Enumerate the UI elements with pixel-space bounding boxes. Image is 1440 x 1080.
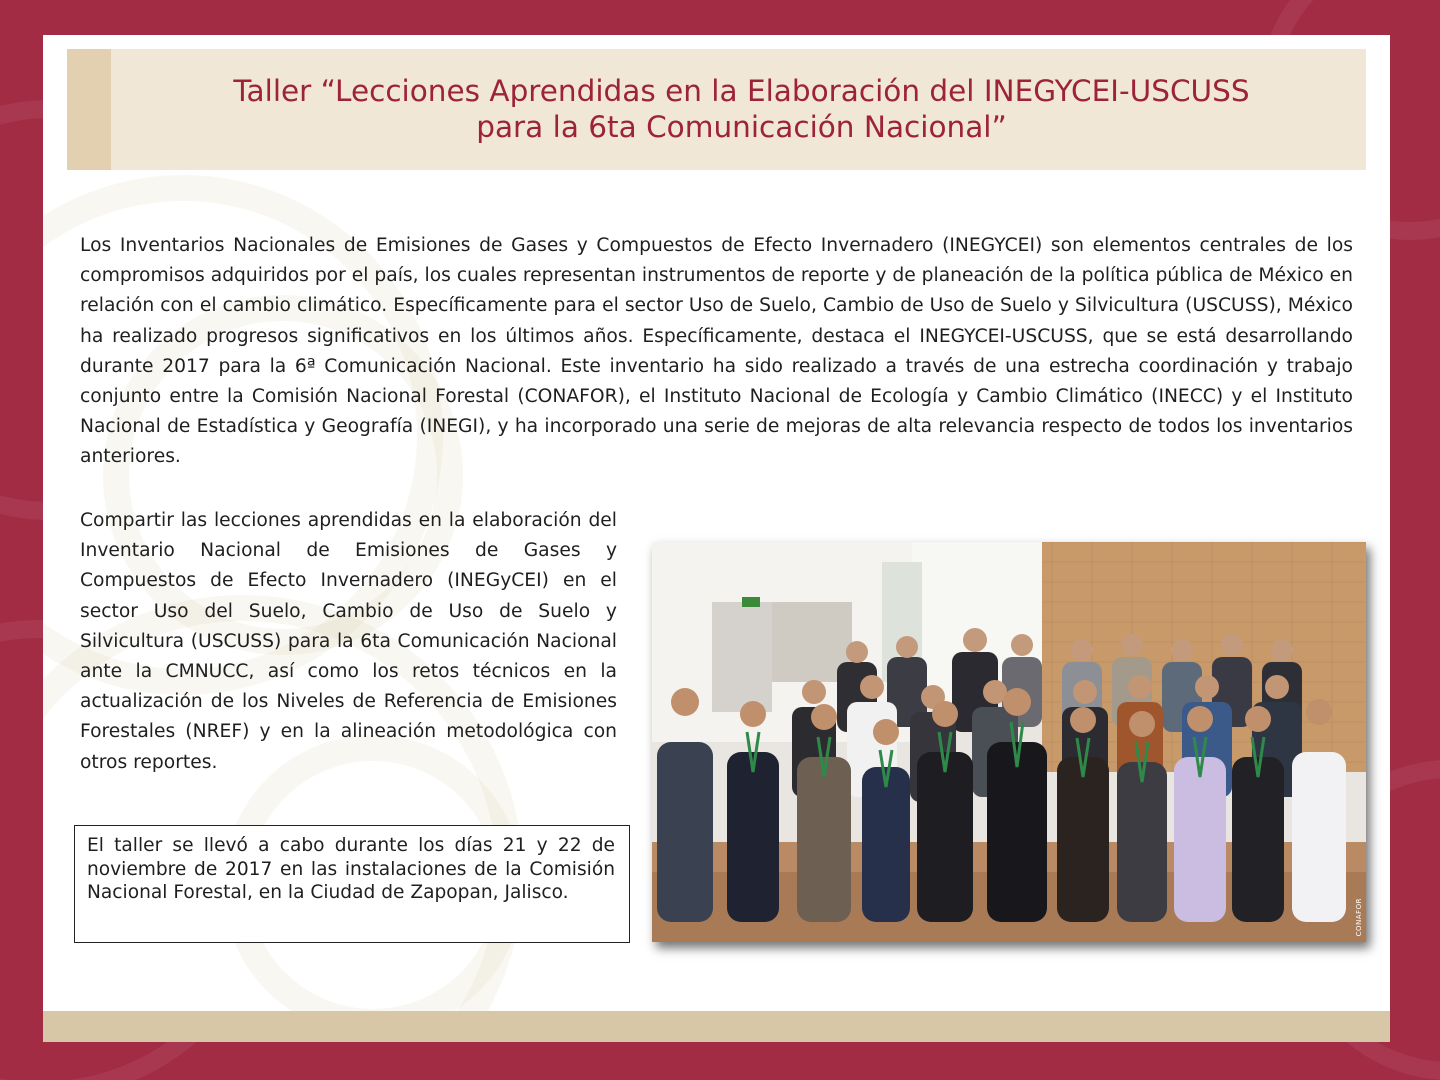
page-title bbox=[117, 73, 1366, 145]
title-line-1: Taller “Lecciones Aprendidas en la Elaboración del INEGYCEI-USCUSS bbox=[233, 74, 1250, 108]
event-note-text: El taller se llevó a cabo durante los días 21 y 22 de noviembre de 2017 en las instalaciones de la Comisión Nacional Forestal, en la Ciudad de Zapopan, Jalisco. bbox=[87, 835, 615, 904]
title-bar bbox=[67, 49, 1366, 170]
intro-paragraph: Los Inventarios Nacionales de Emisiones de Gases y Compuestos de Efecto Invernadero (INEGYCEI) son elementos centrales de los compromisos adquiridos por el país, los cuales representan instrumentos de reporte y de planeación de la política pública de México en relación con el cambio climático. Específicamente para el sector Uso de Suelo, Cambio de Uso de Suelo y Silvicultura (USCUSS), México ha realizado progresos significativos en los últimos años. Específicamente, destaca el INEGYCEI-USCUSS, que se está desarrollando durante 2017 para la 6ª Comunicación Nacional. Este inventario ha sido realizado a través de una estrecha coordinación y trabajo conjunto entre la Comisión Nacional Forestal (CONAFOR), el Instituto Nacional de Ecología y Cambio Climático (INECC) y el Instituto Nacional de Estadística y Geografía (INEGI), y ha incorporado una serie de mejoras de alta relevancia respecto de todos los inventarios anteriores. bbox=[80, 235, 1353, 468]
group-photo bbox=[652, 542, 1366, 942]
title-line-2: para la 6ta Comunicación Nacional” bbox=[476, 110, 1007, 144]
footer-bar bbox=[43, 1011, 1390, 1042]
group-photo-illustration bbox=[652, 542, 1366, 942]
objective-paragraph: Compartir las lecciones aprendidas en la elaboración del Inventario Nacional de Emisiones de Gases y Compuestos de Efecto Invernadero (INEGyCEI) en el sector Uso del Suelo, Cambio de Uso de Suelo y Silvicultura (USCUSS) para la 6ta Comunicación Nacional ante la CMNUCC, así como los retos técnicos en la actualización de los Niveles de Referencia de Emisiones Forestales (NREF) y en la alineación metodológica con otros reportes. bbox=[80, 510, 617, 773]
slide-panel bbox=[43, 35, 1390, 1042]
event-note-box bbox=[74, 825, 630, 943]
title-accent-block bbox=[67, 49, 111, 170]
photo-credit: CONAFOR bbox=[1355, 897, 1363, 936]
